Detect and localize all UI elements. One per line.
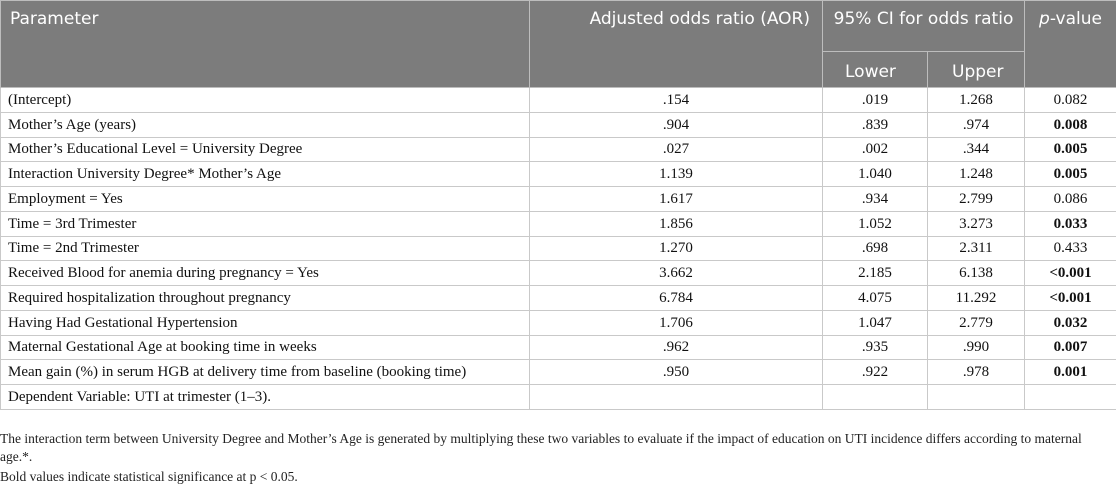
cell-aor: 1.270	[530, 236, 823, 261]
cell-p-value: <0.001	[1025, 286, 1116, 311]
table-row	[1, 360, 1116, 385]
cell-upper: .990	[928, 335, 1025, 360]
cell-upper: 2.311	[928, 236, 1025, 261]
cell-lower: 1.040	[823, 162, 928, 187]
cell-parameter: Maternal Gestational Age at booking time in weeks	[1, 335, 530, 360]
cell-upper: 2.799	[928, 187, 1025, 212]
table-row	[1, 187, 1116, 212]
cell-aor: .154	[530, 88, 823, 113]
cell-lower: .002	[823, 137, 928, 162]
header-aor: Adjusted odds ratio (AOR)	[530, 1, 823, 88]
header-p-rest: -value	[1049, 9, 1102, 29]
cell-parameter: Having Had Gestational Hypertension	[1, 310, 530, 335]
header-lower: Lower	[823, 52, 928, 88]
header-p-value	[1025, 1, 1116, 88]
cell-parameter: Received Blood for anemia during pregnancy = Yes	[1, 261, 530, 286]
cell-aor: 3.662	[530, 261, 823, 286]
cell-p-value: 0.032	[1025, 310, 1116, 335]
cell-aor: 1.856	[530, 211, 823, 236]
header-upper: Upper	[928, 52, 1025, 88]
cell-upper: 2.779	[928, 310, 1025, 335]
cell-parameter: (Intercept)	[1, 88, 530, 113]
cell-p-value: 0.005	[1025, 137, 1116, 162]
cell-p-value: 0.001	[1025, 360, 1116, 385]
cell-upper: 3.273	[928, 211, 1025, 236]
cell-lower: .935	[823, 335, 928, 360]
table-row	[1, 335, 1116, 360]
cell-lower: 1.052	[823, 211, 928, 236]
cell-parameter: Required hospitalization throughout pregnancy	[1, 286, 530, 311]
cell-aor: 1.617	[530, 187, 823, 212]
footnote-interaction: The interaction term between University Degree and Mother’s Age is generated by multiplying these two variables to evaluate if the impact of education on UTI incidence differs according to maternal age.*.	[0, 431, 1082, 464]
cell-upper: .978	[928, 360, 1025, 385]
cell-aor: .962	[530, 335, 823, 360]
cell-aor: .904	[530, 112, 823, 137]
cell-parameter: Time = 2nd Trimester	[1, 236, 530, 261]
cell-p-value: 0.005	[1025, 162, 1116, 187]
cell-p-value: 0.008	[1025, 112, 1116, 137]
cell-parameter: Dependent Variable: UTI at trimester (1–3).	[1, 385, 530, 410]
cell-parameter: Time = 3rd Trimester	[1, 211, 530, 236]
cell-p-value	[1025, 385, 1116, 410]
cell-aor	[530, 385, 823, 410]
cell-lower: .019	[823, 88, 928, 113]
cell-parameter: Employment = Yes	[1, 187, 530, 212]
table-header	[1, 1, 1116, 88]
cell-p-value: <0.001	[1025, 261, 1116, 286]
table-row	[1, 137, 1116, 162]
cell-upper: .344	[928, 137, 1025, 162]
cell-parameter: Mother’s Age (years)	[1, 112, 530, 137]
header-p-italic: p	[1039, 9, 1050, 29]
cell-upper: 1.248	[928, 162, 1025, 187]
cell-p-value: 0.433	[1025, 236, 1116, 261]
cell-lower: 2.185	[823, 261, 928, 286]
cell-p-value: 0.033	[1025, 211, 1116, 236]
cell-lower: 4.075	[823, 286, 928, 311]
table-row	[1, 112, 1116, 137]
cell-lower: .922	[823, 360, 928, 385]
cell-aor: 1.139	[530, 162, 823, 187]
footnote-bold: Bold values indicate statistical significance at p < 0.05.	[0, 469, 298, 484]
cell-lower: 1.047	[823, 310, 928, 335]
cell-parameter: Interaction University Degree* Mother’s Age	[1, 162, 530, 187]
cell-aor: 6.784	[530, 286, 823, 311]
cell-lower: .698	[823, 236, 928, 261]
cell-lower: .934	[823, 187, 928, 212]
table-row	[1, 162, 1116, 187]
cell-aor: .950	[530, 360, 823, 385]
cell-upper: 11.292	[928, 286, 1025, 311]
cell-upper: 6.138	[928, 261, 1025, 286]
cell-upper: .974	[928, 112, 1025, 137]
table-row	[1, 88, 1116, 113]
table-body	[1, 88, 1116, 410]
cell-parameter: Mother’s Educational Level = University Degree	[1, 137, 530, 162]
cell-upper: 1.268	[928, 88, 1025, 113]
cell-lower	[823, 385, 928, 410]
header-ci: 95% CI for odds ratio	[823, 1, 1025, 52]
cell-p-value: 0.007	[1025, 335, 1116, 360]
cell-p-value: 0.086	[1025, 187, 1116, 212]
cell-p-value: 0.082	[1025, 88, 1116, 113]
cell-parameter: Mean gain (%) in serum HGB at delivery time from baseline (booking time)	[1, 360, 530, 385]
table-row	[1, 261, 1116, 286]
cell-upper	[928, 385, 1025, 410]
cell-aor: 1.706	[530, 310, 823, 335]
table-row	[1, 286, 1116, 311]
cell-aor: .027	[530, 137, 823, 162]
footnotes	[0, 430, 1116, 488]
table-row	[1, 310, 1116, 335]
cell-lower: .839	[823, 112, 928, 137]
table-row	[1, 211, 1116, 236]
table-row	[1, 236, 1116, 261]
table-row	[1, 385, 1116, 410]
header-parameter: Parameter	[1, 1, 530, 88]
